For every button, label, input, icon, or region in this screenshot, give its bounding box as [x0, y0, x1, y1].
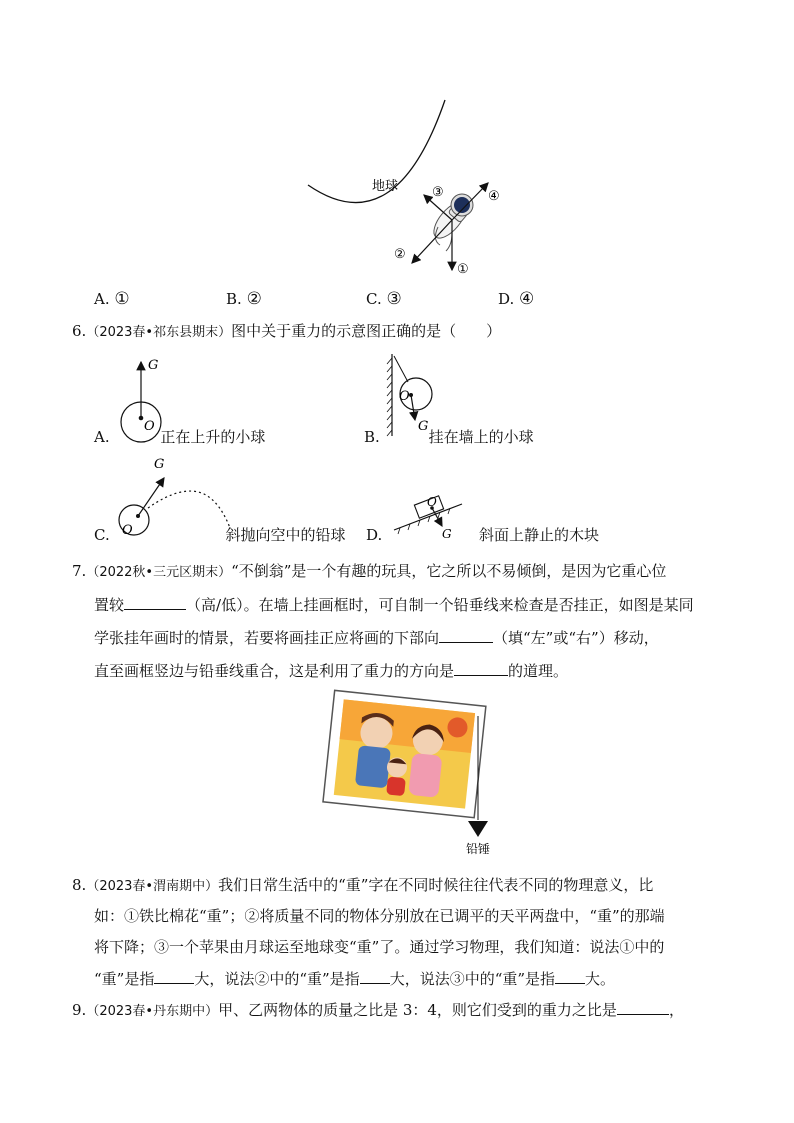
svg-text:O: O — [144, 419, 155, 434]
earth-label: 地球 — [372, 179, 399, 194]
q7-line2: 置较 （高/低）。在墙上挂画框时，可自制一个铅垂线来检查是否挂正，如图是某同 — [94, 596, 694, 614]
arrow-2 — [412, 220, 452, 263]
q6-option-a[interactable]: A. 正在上升的小球 — [94, 428, 266, 446]
q6-option-d[interactable]: D. 斜面上静止的木块 — [366, 526, 600, 544]
arrow-2-label: ② — [394, 247, 406, 262]
q7-line3: 学张挂年画时的情景，若要将画挂正应将画的下部向 （填“左”或“右”）移动， — [94, 629, 659, 647]
q5-option-a[interactable]: A. ① — [94, 289, 130, 309]
arrow-4-label: ④ — [488, 189, 500, 204]
q7-frame-figure — [314, 688, 504, 860]
svg-text:G: G — [418, 419, 429, 434]
svg-text:G: G — [148, 358, 159, 373]
q8-line1: 8.（2023春•渭南期中）我们日常生活中的“重”字在不同时候往往代表不同的物理意义，比 — [72, 876, 654, 894]
q8-line2: 如：①铁比棉花“重”；②将质量不同的物体分别放在已调平的天平两盘中，“重”的那端 — [94, 907, 665, 925]
arrow-1-label: ① — [457, 262, 469, 277]
q7-blank-3[interactable] — [454, 660, 508, 676]
q5-option-d[interactable]: D. ④ — [498, 289, 535, 309]
q7-line1: 7.（2022秋•三元区期末）“不倒翁”是一个有趣的玩具，它之所以不易倾倒，是因为它重心位 — [72, 562, 667, 580]
svg-text:O: O — [122, 523, 133, 538]
q5-figure — [300, 95, 530, 285]
svg-text:G: G — [442, 527, 452, 540]
arrow-3-label: ③ — [432, 185, 444, 200]
q7-blank-2[interactable] — [439, 627, 493, 643]
q9-line1: 9.（2023春•丹东期中）甲、乙两物体的质量之比是 3：4，则它们受到的重力之比是 ， — [72, 1001, 684, 1019]
q6-stem: 6.（2023春•祁东县期末）图中关于重力的示意图正确的是（ ） — [72, 322, 502, 340]
q8-blank-2[interactable] — [360, 968, 390, 984]
astronaut-icon — [428, 194, 473, 251]
q6-option-b[interactable]: B. 挂在墙上的小球 — [364, 428, 534, 446]
q5-option-b[interactable]: B. ② — [226, 289, 262, 309]
plumb-bob-icon — [468, 821, 488, 837]
svg-text:O: O — [427, 495, 437, 509]
q8-line3: 将下降；③一个苹果由月球运至地球变“重”了。通过学习物理，我们知道：说法①中的 — [94, 938, 665, 956]
q8-blank-3[interactable] — [555, 968, 585, 984]
plumb-label: 铅锤 — [466, 842, 491, 856]
q9-blank-1[interactable] — [617, 999, 669, 1015]
q7-line4: 直至画框竖边与铅垂线重合，这是利用了重力的方向是 的道理。 — [94, 662, 569, 680]
svg-text:G: G — [154, 457, 165, 472]
q6-option-c[interactable]: C. 斜抛向空中的铅球 — [94, 526, 346, 544]
q5-option-c[interactable]: C. ③ — [366, 289, 402, 309]
q8-blank-1[interactable] — [154, 968, 194, 984]
q8-line4: “重”是指 大，说法②中的“重”是指 大，说法③中的“重”是指 大。 — [94, 970, 616, 988]
q7-blank-1[interactable] — [124, 594, 186, 610]
svg-text:O: O — [399, 389, 410, 404]
